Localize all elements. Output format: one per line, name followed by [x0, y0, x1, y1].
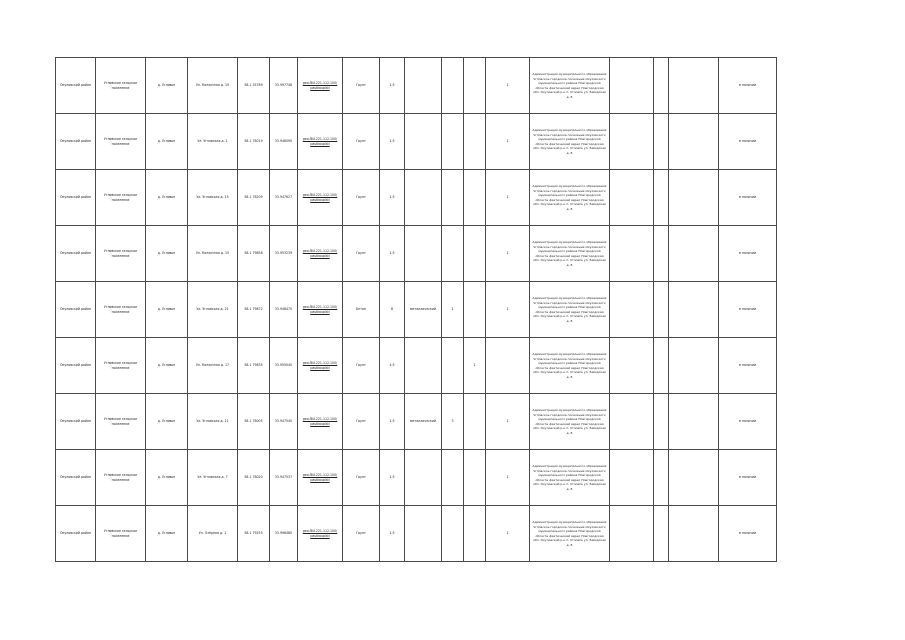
- cell-address: Ул. Колхозная д. 17: [188, 338, 238, 394]
- cell-lat: 58.1 35789: [238, 58, 270, 114]
- cell-admin: Администрация муниципального образования Угловское городское поселение Окуловского муниципального района Новгородской области фактический адрес Новгородская обл. Окуловский р-н п. Угловка ул. Заводская д. 8: [530, 394, 610, 450]
- cell-locality: д. Угловье: [146, 450, 188, 506]
- cell-c9: [405, 506, 442, 562]
- cell-c12: [486, 338, 530, 394]
- cell-link[interactable]: geo.f84.221.112.100/ pastkaupisti: [298, 226, 343, 282]
- cell-locality: д. Угловье: [146, 338, 188, 394]
- cell-district: Окуловский район: [56, 282, 96, 338]
- cell-c10: 3: [442, 394, 464, 450]
- cell-c16: [669, 394, 719, 450]
- cell-c12: 1: [486, 114, 530, 170]
- cell-c15: [654, 170, 669, 226]
- cell-area: 1.5: [380, 394, 405, 450]
- cell-c14: [610, 114, 654, 170]
- cell-surface: Грунт: [343, 58, 380, 114]
- cell-c14: [610, 338, 654, 394]
- cell-c15: [654, 338, 669, 394]
- cell-c11: [464, 58, 486, 114]
- cell-admin: Администрация муниципального образования Угловское городское поселение Окуловского муниципального района Новгородской области фактический адрес Новгородская обл. Окуловский р-н п. Угловка ул. Заводская д. 8: [530, 58, 610, 114]
- cell-c11: [464, 506, 486, 562]
- cell-address: Ул. Озёрная д. 1: [188, 506, 238, 562]
- cell-c16: [669, 114, 719, 170]
- cell-link[interactable]: geo.f84.221.112.100/ pastkaupisti: [298, 506, 343, 562]
- cell-lat: 58.1 78005: [238, 394, 270, 450]
- cell-c12: 1: [486, 506, 530, 562]
- cell-admin: Администрация муниципального образования Угловское городское поселение Окуловского муниципального района Новгородской области фактический адрес Новгородская обл. Окуловский р-н п. Угловка ул. Заводская д. 8: [530, 450, 610, 506]
- cell-c14: [610, 58, 654, 114]
- cell-status: в наличии: [719, 226, 777, 282]
- cell-c16: [669, 226, 719, 282]
- cell-c11: 1: [464, 338, 486, 394]
- cell-c9: металлический: [405, 394, 442, 450]
- cell-district: Окуловский район: [56, 114, 96, 170]
- cell-admin: Администрация муниципального образования Угловское городское поселение Окуловского муниципального района Новгородской области фактический адрес Новгородская обл. Окуловский р-н п. Угловка ул. Заводская д. 8: [530, 226, 610, 282]
- cell-settlement: Угловское сельское поселение: [96, 394, 146, 450]
- cell-c9: [405, 58, 442, 114]
- cell-c11: [464, 226, 486, 282]
- cell-link[interactable]: geo.f84.221.112.100/ pastkaupisti: [298, 58, 343, 114]
- cell-admin: Администрация муниципального образования Угловское городское поселение Окуловского муниципального района Новгородской области фактический адрес Новгородская обл. Окуловский р-н п. Угловка ул. Заводская д. 8: [530, 170, 610, 226]
- cell-district: Окуловский район: [56, 170, 96, 226]
- table-row: [56, 114, 777, 170]
- cell-status: в наличии: [719, 394, 777, 450]
- cell-surface: Грунт: [343, 338, 380, 394]
- cell-settlement: Угловское сельское поселение: [96, 226, 146, 282]
- cell-c15: [654, 226, 669, 282]
- cell-locality: д. Угловье: [146, 58, 188, 114]
- cell-status: в наличии: [719, 338, 777, 394]
- cell-c10: [442, 506, 464, 562]
- cell-settlement: Угловское сельское поселение: [96, 338, 146, 394]
- cell-lat: 58.1 79255: [238, 506, 270, 562]
- cell-surface: Грунт: [343, 394, 380, 450]
- cell-status: в наличии: [719, 506, 777, 562]
- cell-c10: [442, 114, 464, 170]
- cell-address: Ул. Колхозная д. 19: [188, 58, 238, 114]
- table-row: [56, 282, 777, 338]
- cell-area: 1.5: [380, 58, 405, 114]
- cell-c16: [669, 506, 719, 562]
- cell-c11: [464, 114, 486, 170]
- cell-surface: Грунт: [343, 506, 380, 562]
- cell-c15: [654, 58, 669, 114]
- cell-c15: [654, 282, 669, 338]
- cell-surface: Грунт: [343, 226, 380, 282]
- cell-surface: Грунт: [343, 170, 380, 226]
- cell-c11: [464, 450, 486, 506]
- cell-c12: 1: [486, 170, 530, 226]
- cell-c14: [610, 170, 654, 226]
- cell-c12: 1: [486, 282, 530, 338]
- cell-c12: 1: [486, 58, 530, 114]
- cell-link[interactable]: geo.f84.221.112.100/ pastkaupisti: [298, 450, 343, 506]
- cell-lon: 33.947627: [270, 170, 298, 226]
- cell-c15: [654, 506, 669, 562]
- cell-district: Окуловский район: [56, 394, 96, 450]
- cell-area: 1.5: [380, 450, 405, 506]
- cell-locality: д. Угловье: [146, 226, 188, 282]
- cell-c16: [669, 170, 719, 226]
- table-row: [56, 170, 777, 226]
- cell-c11: [464, 282, 486, 338]
- cell-settlement: Угловское сельское поселение: [96, 450, 146, 506]
- cell-area: 1.5: [380, 170, 405, 226]
- table-row: [56, 394, 777, 450]
- cell-address: Ул. Угловская д. 1: [188, 114, 238, 170]
- cell-c11: [464, 170, 486, 226]
- cell-c9: [405, 450, 442, 506]
- cell-settlement: Угловское сельское поселение: [96, 58, 146, 114]
- cell-settlement: Угловское сельское поселение: [96, 282, 146, 338]
- cell-lon: 33.948090: [270, 114, 298, 170]
- cell-link[interactable]: geo.f84.221.112.100/ pastkaupisti: [298, 170, 343, 226]
- cell-lat: 58.1 79872: [238, 282, 270, 338]
- cell-lon: 33.955040: [270, 338, 298, 394]
- cell-area: 4.5: [380, 338, 405, 394]
- cell-lon: 33.953239: [270, 226, 298, 282]
- cell-c14: [610, 282, 654, 338]
- cell-link[interactable]: geo.f84.221.112.100/ pastkaupisti: [298, 394, 343, 450]
- cell-area: 1.5: [380, 226, 405, 282]
- table-body: [56, 58, 777, 562]
- cell-c12: 1: [486, 226, 530, 282]
- cell-c14: [610, 506, 654, 562]
- cell-c11: [464, 394, 486, 450]
- cell-c16: [669, 58, 719, 114]
- cell-c9: [405, 170, 442, 226]
- cell-c9: [405, 226, 442, 282]
- cell-lon: 33.947540: [270, 394, 298, 450]
- table-row: [56, 226, 777, 282]
- cell-status: в наличии: [719, 58, 777, 114]
- cell-c9: [405, 338, 442, 394]
- cell-locality: д. Угловье: [146, 506, 188, 562]
- cell-c9: [405, 114, 442, 170]
- cell-area: 8: [380, 282, 405, 338]
- cell-c14: [610, 394, 654, 450]
- table-row: [56, 338, 777, 394]
- cell-locality: д. Угловье: [146, 394, 188, 450]
- cell-area: 1.5: [380, 114, 405, 170]
- cell-address: Ул. Угловская д. 11: [188, 394, 238, 450]
- cell-status: в наличии: [719, 170, 777, 226]
- cell-lat: 58.1 79835: [238, 338, 270, 394]
- registry-table: [55, 57, 777, 562]
- cell-settlement: Угловское сельское поселение: [96, 114, 146, 170]
- cell-lat: 58.1 78209: [238, 170, 270, 226]
- cell-c15: [654, 114, 669, 170]
- cell-c15: [654, 394, 669, 450]
- cell-district: Окуловский район: [56, 506, 96, 562]
- cell-district: Окуловский район: [56, 450, 96, 506]
- cell-district: Окуловский район: [56, 338, 96, 394]
- cell-locality: д. Угловье: [146, 170, 188, 226]
- cell-link[interactable]: geo.f84.221.112.100/ pastkaupisti: [298, 282, 343, 338]
- cell-link[interactable]: geo.f84.221.112.100/ pastkaupisti: [298, 338, 343, 394]
- cell-admin: Администрация муниципального образования Угловское городское поселение Окуловского муниципального района Новгородской области фактический адрес Новгородская обл. Окуловский р-н п. Угловка ул. Заводская д. 8: [530, 338, 610, 394]
- cell-locality: д. Угловье: [146, 282, 188, 338]
- cell-area: 1.5: [380, 506, 405, 562]
- cell-lat: 58.1 79858: [238, 226, 270, 282]
- cell-c16: [669, 450, 719, 506]
- cell-c12: 1: [486, 450, 530, 506]
- cell-settlement: Угловское сельское поселение: [96, 506, 146, 562]
- cell-c10: [442, 450, 464, 506]
- cell-c12: 1: [486, 394, 530, 450]
- cell-c10: [442, 338, 464, 394]
- table-row: [56, 450, 777, 506]
- cell-c15: [654, 450, 669, 506]
- cell-lon: 33.996480: [270, 506, 298, 562]
- cell-c10: [442, 58, 464, 114]
- cell-district: Окуловский район: [56, 58, 96, 114]
- cell-c9: металлический: [405, 282, 442, 338]
- table-row: [56, 58, 777, 114]
- cell-surface: Грунт: [343, 114, 380, 170]
- cell-lat: 58.1 78020: [238, 450, 270, 506]
- cell-c16: [669, 282, 719, 338]
- cell-status: в наличии: [719, 114, 777, 170]
- cell-link[interactable]: geo.f84.221.112.100/ pastkaupisti: [298, 114, 343, 170]
- cell-admin: Администрация муниципального образования Угловское городское поселение Окуловского муниципального района Новгородской области фактический адрес Новгородская обл. Окуловский р-н п. Угловка ул. Заводская д. 8: [530, 114, 610, 170]
- table-row: [56, 506, 777, 562]
- cell-address: Ул. Колхозная д. 15: [188, 226, 238, 282]
- cell-admin: Администрация муниципального образования Угловское городское поселение Окуловского муниципального района Новгородской области фактический адрес Новгородская обл. Окуловский р-н п. Угловка ул. Заводская д. 8: [530, 282, 610, 338]
- cell-c10: [442, 170, 464, 226]
- cell-lon: 33.997748: [270, 58, 298, 114]
- cell-status: в наличии: [719, 282, 777, 338]
- cell-surface: Бетон: [343, 282, 380, 338]
- cell-c10: 1: [442, 282, 464, 338]
- cell-settlement: Угловское сельское поселение: [96, 170, 146, 226]
- cell-c14: [610, 450, 654, 506]
- cell-status: в наличии: [719, 450, 777, 506]
- cell-admin: Администрация муниципального образования Угловское городское поселение Окуловского муниципального района Новгородской области фактический адрес Новгородская обл. Окуловский р-н п. Угловка ул. Заводская д. 8: [530, 506, 610, 562]
- cell-lon: 33.947537: [270, 450, 298, 506]
- cell-lat: 58.1 78019: [238, 114, 270, 170]
- cell-c14: [610, 226, 654, 282]
- cell-locality: д. Угловье: [146, 114, 188, 170]
- cell-address: Ул. Угловская д. 7: [188, 450, 238, 506]
- cell-address: Ул. Угловская д. 15: [188, 170, 238, 226]
- cell-c16: [669, 338, 719, 394]
- cell-district: Окуловский район: [56, 226, 96, 282]
- cell-lon: 33.948470: [270, 282, 298, 338]
- cell-address: Ул. Угловская д. 21: [188, 282, 238, 338]
- cell-surface: Грунт: [343, 450, 380, 506]
- cell-c10: [442, 226, 464, 282]
